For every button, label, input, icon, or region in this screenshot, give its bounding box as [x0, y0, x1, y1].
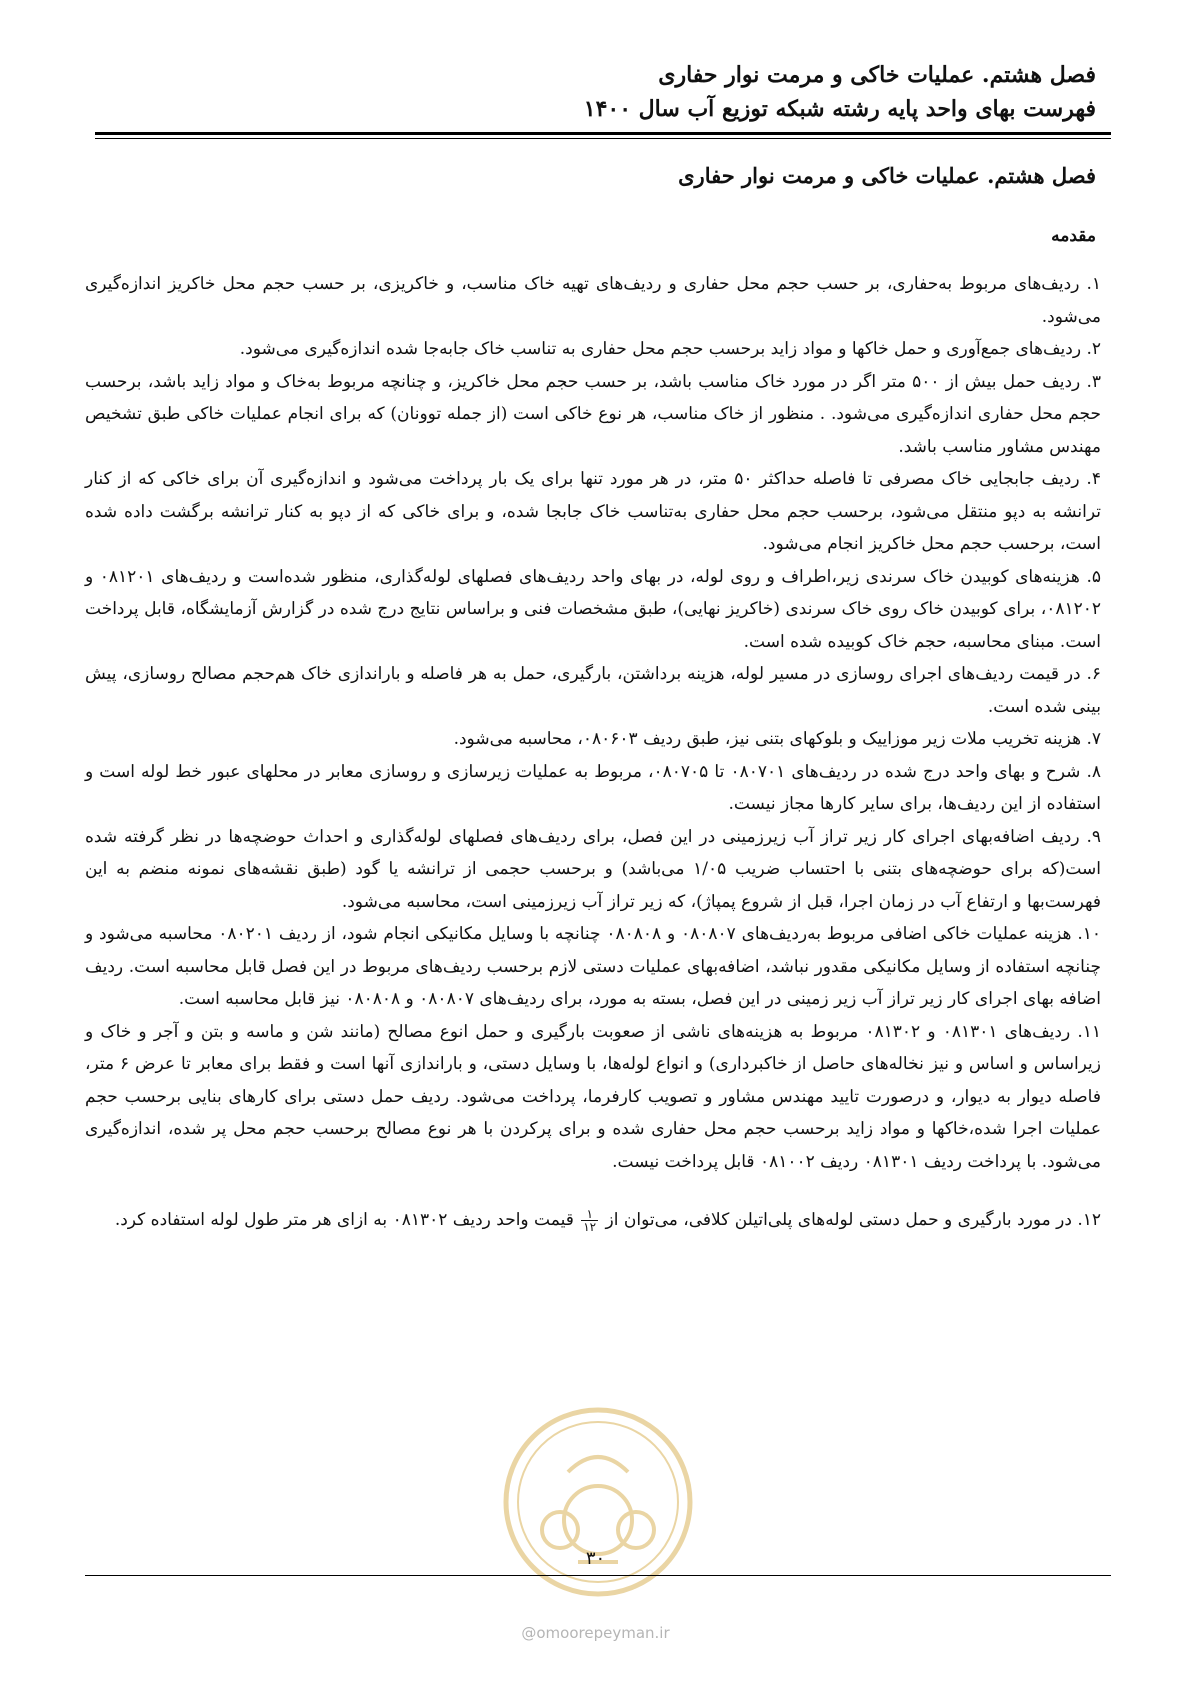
paragraph-4: ۴. ردیف جابجایی خاک مصرفی تا فاصله حداکثر ۵۰ متر، در هر مورد تنها برای یک بار پرداخت می‌شود و اندازه‌گیری آن برای خاکی که از کنار ترانشه به دپو منتقل می‌شود، برحسب حجم محل حفاری به‌تناسب خاک جابجا شده، و برای خاکی که از دپو به کنار ترانشه برگشت داده شده است، برحسب حجم محل خاکریز انجام می‌شود.	[85, 469, 1101, 554]
header-rule-thin	[95, 138, 1111, 139]
fraction-numerator: ۱	[581, 1208, 598, 1221]
paragraph-12-before: ۱۲. در مورد بارگیری و حمل دستی لوله‌های پلی‌اتیلن کلافی، می‌توان از	[605, 1210, 1101, 1230]
paragraph-2: ۲. ردیف‌های جمع‌آوری و حمل خاکها و مواد زاید برحسب حجم محل حفاری به تناسب خاک جابه‌جا شده اندازه‌گیری می‌شود.	[239, 339, 1101, 359]
paragraph-6: ۶. در قیمت ردیف‌های اجرای روسازی در مسیر لوله، هزینه برداشتن، بارگیری، حمل به هر فاصله و باراندازی خاک هم‌حجم مصالح روسازی، پیش بینی شده است.	[85, 664, 1101, 717]
paragraph-10: ۱۰. هزینه عملیات خاکی اضافی مربوط به‌ردیف‌های ۰۸۰۸۰۷ و ۰۸۰۸۰۸ چنانچه با وسایل مکانیکی انجام شود، از ردیف ۰۸۰۲۰۱ محاسبه می‌شود و چنانچه استفاده از وسایل مکانیکی مقدور نباشد، اضافه‌بهای عملیات دستی لازم برحسب ردیف‌های مربوط در این فصل قابل محاسبه است. ردیف اضافه بهای اجرای کار زیر تراز آب زیر زمینی در این فصل، بسته به مورد، برای ردیف‌های ۰۸۰۸۰۷ و ۰۸۰۸۰۸ نیز قابل محاسبه است.	[85, 924, 1101, 1009]
paragraph-11: ۱۱. ردیف‌های ۰۸۱۳۰۱ و ۰۸۱۳۰۲ مربوط به هزینه‌های ناشی از صعوبت بارگیری و حمل انوع مصالح (مانند شن و ماسه و بتن و آجر و خاک و زیراساس و اساس و نیز نخاله‌های حاصل از خاکبرداری) و انواع لوله‌ها، با وسایل دستی، و باراندازی آنها است و فقط برای معابر تا عرض ۶ متر، فاصله دیوار به دیوار، و درصورت تایید مهندس مشاور و تصویب کارفرما، پرداخت می‌شود. ردیف حمل دستی برای کارهای بنایی برحسب حجم عملیات اجرا شده،خاکها و مواد زاید برحسب حجم محل حفاری شده و برای پرکردن با هر نوع مصالح برحسب حجم محل پر شده، اندازه‌گیری می‌شود. با پرداخت ردیف ۰۸۱۳۰۱ ردیف ۰۸۱۰۰۲ قابل پرداخت نیست.	[85, 1021, 1101, 1172]
page-header	[95, 58, 1096, 126]
paragraph-12	[85, 1192, 1101, 1248]
paragraph-5: ۵. هزینه‌های کوبیدن خاک سرندی زیر،اطراف و روی لوله، در بهای واحد ردیف‌های فصلهای لوله‌گذاری، منظور شده‌است و ردیف‌های ۰۸۱۲۰۱ و ۰۸۱۲۰۲، برای کوبیدن خاک روی خاک سرندی (خاکریز نهایی)، طبق مشخصات فنی و براساس نتایج درج شده در گزارش آزمایشگاه، قابل پرداخت است. مبنای محاسبه، حجم خاک کوبیده شده است.	[85, 566, 1101, 652]
intro-heading: مقدمه	[1051, 226, 1096, 246]
paragraph-1: ۱. ردیف‌های مربوط به‌حفاری، بر حسب حجم محل حفاری و ردیف‌های تهیه خاک مناسب، و خاکریزی، بر حسب حجم محل خاکریز اندازه‌گیری می‌شود.	[85, 274, 1101, 327]
body-text	[85, 268, 1101, 1248]
watermark-text: @omoorepeyman.ir	[521, 1624, 670, 1642]
header-rule-thick	[95, 132, 1111, 135]
fraction-denominator: ۱۲	[583, 1220, 597, 1234]
chapter-title: فصل هشتم. عملیات خاکی و مرمت نوار حفاری	[678, 163, 1096, 188]
paragraph-3: ۳. ردیف حمل بیش از ۵۰۰ متر اگر در مورد خاک مناسب باشد، بر حسب حجم محل خاکریز، و چنانچه مربوط به‌خاک و مواد زاید باشد، برحسب حجم محل حفاری اندازه‌گیری می‌شود. . منظور از خاک مناسب، هر نوع خاکی است (از جمله توونان) که برای انجام عملیات خاکی طبق تشخیص مهندس مشاور مناسب باشد.	[85, 371, 1102, 457]
paragraph-9: ۹. ردیف اضافه‌بهای اجرای کار زیر تراز آب زیرزمینی در این فصل، برای ردیف‌های فصلهای لوله‌گذاری و احداث حوضچه‌ها در نظر گرفته شده است(که برای حوضچه‌های بتنی با احتساب ضریب ۱/۰۵ می‌باشد) و برحسب حجمی از ترانشه یا گود (طبق نقشه‌های نمونه منضم به این فهرست‌بها و ارتفاع آب در زمان اجرا، قبل از شروع پمپاژ)، که زیر تراز آب زیرزمینی است، محاسبه می‌شود.	[85, 826, 1101, 912]
paragraph-8: ۸. شرح و بهای واحد درج شده در ردیف‌های ۰۸۰۷۰۱ تا ۰۸۰۷۰۵، مربوط به عملیات زیرسازی و روسازی معابر در محلهای عبور خط لوله است و استفاده از این ردیف‌ها، برای سایر کارها مجاز نیست.	[85, 761, 1101, 814]
footer-rule	[85, 1575, 1111, 1576]
fraction	[581, 1208, 598, 1233]
seal-watermark-icon	[498, 1402, 698, 1602]
header-chapter-line: فصل هشتم. عملیات خاکی و مرمت نوار حفاری	[658, 62, 1096, 88]
header-price-list-line: فهرست بهای واحد پایه رشته شبکه توزیع آب سال ۱۴۰۰	[583, 96, 1096, 122]
page-number: ۳۰	[585, 1548, 606, 1569]
paragraph-7: ۷. هزینه تخریب ملات زیر موزاییک و بلوکهای بتنی نیز، طبق ردیف ۰۸۰۶۰۳، محاسبه می‌شود.	[453, 729, 1101, 749]
paragraph-12-after: قیمت واحد ردیف ۰۸۱۳۰۲ به ازای هر متر طول لوله استفاده کرد.	[114, 1210, 574, 1230]
